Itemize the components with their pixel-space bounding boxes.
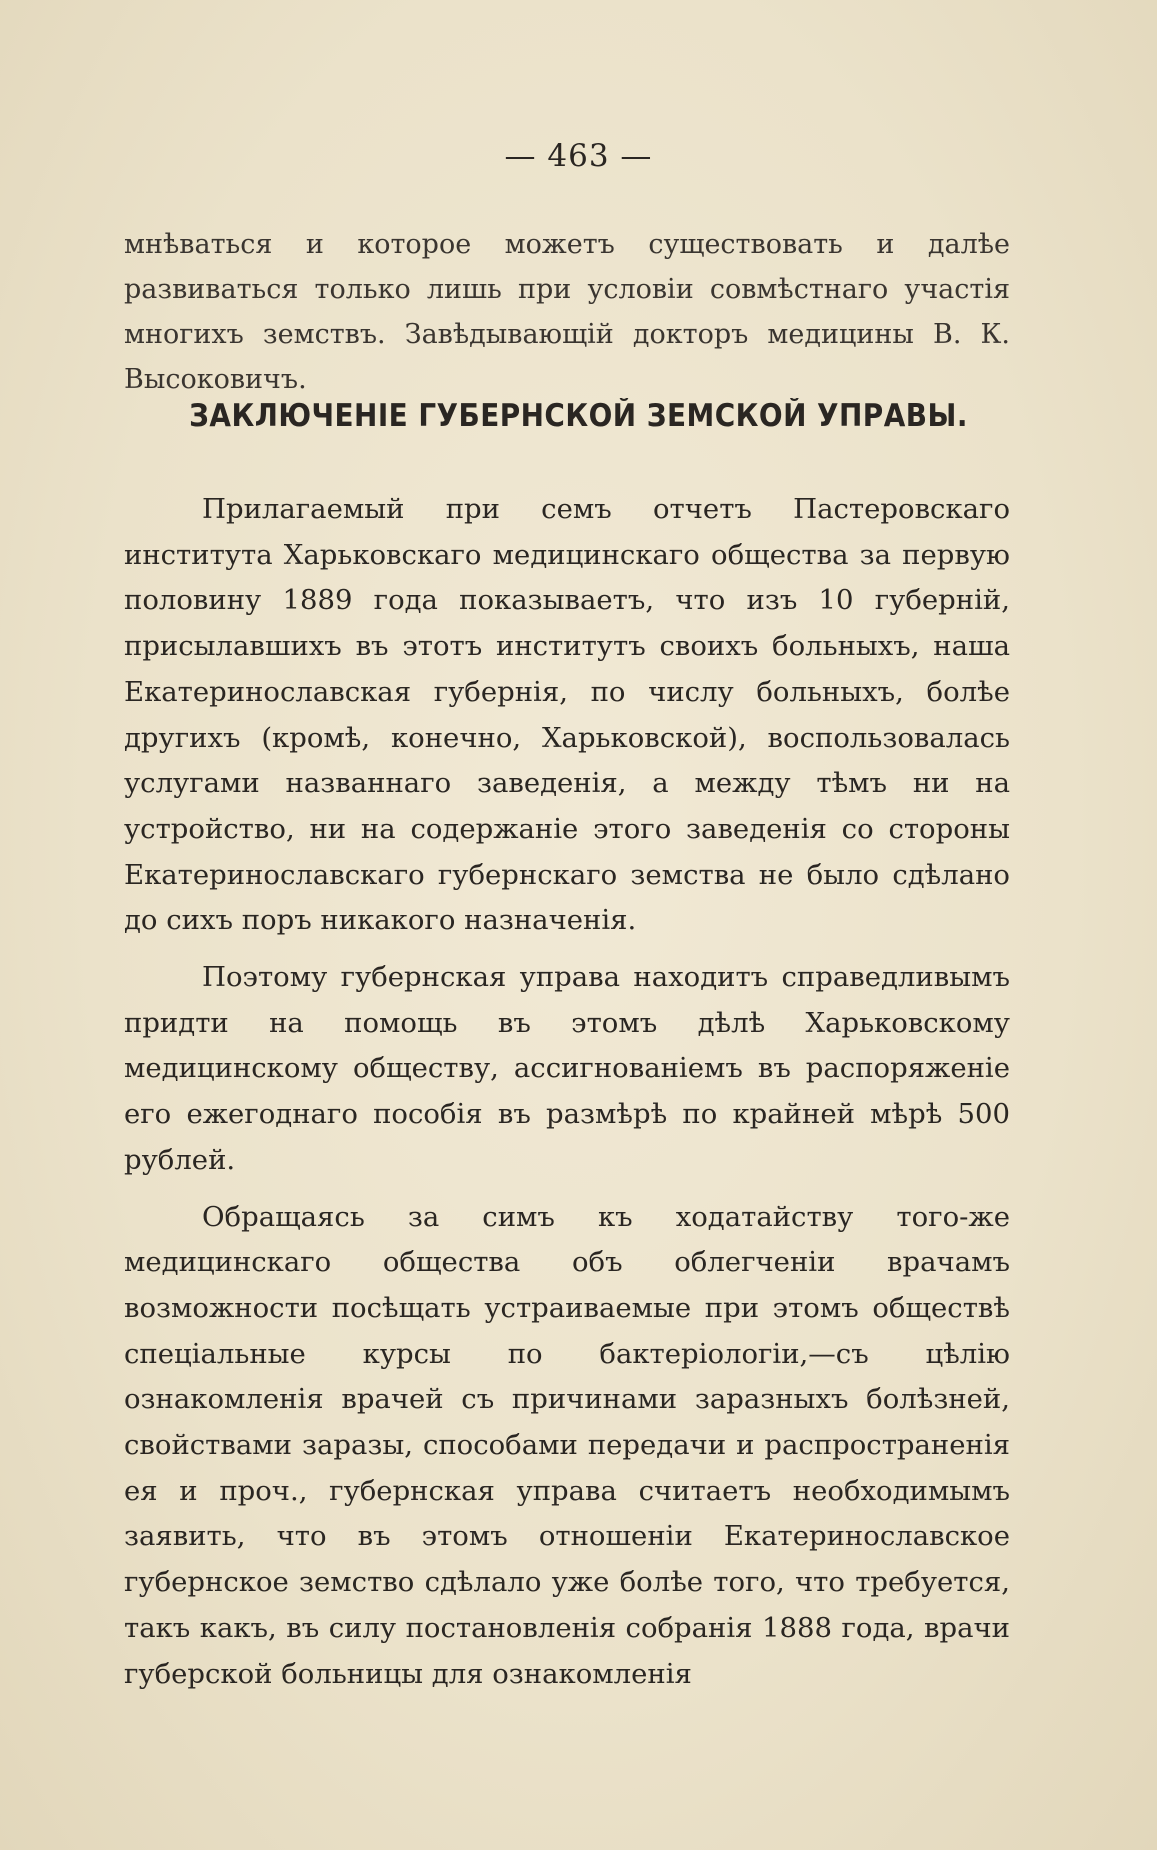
page-number: — 463 — bbox=[504, 138, 653, 174]
continued-paragraph: мнѣваться и которое можетъ существовать и далѣе развиваться только лишь при условіи совмѣстнаго участія многихъ земствъ. Завѣдывающій докторъ медицины В. К. Высоковичъ. bbox=[124, 229, 1010, 395]
paragraph: Обращаясь за симъ къ ходатайству того-же медицинскаго общества объ облегченіи врачамъ возможности посѣщать устраиваемые при этомъ обществѣ спеціальные курсы по бактеріологіи,—съ цѣлію ознакомленія врачей съ причинами заразныхъ болѣзней, свойствами заразы, способами передачи и распространенія ея и проч., губернская управа считаетъ необходимымъ заявить, что въ этомъ отношеніи Екатеринославское губернское земство сдѣлало уже болѣе того, что требуется, такъ какъ, въ силу постановленія собранія 1888 года, врачи губерской больницы для ознакомленія bbox=[124, 1200, 1010, 1690]
paragraph: Прилагаемый при семъ отчетъ Пастеровскаго института Харьковскаго медицинскаго общества за первую половину 1889 года показываетъ, что изъ 10 губерній, присылавшихъ въ этотъ институтъ своихъ больныхъ, наша Екатеринославская губернія, по числу больныхъ, болѣе другихъ (кромѣ, конечно, Харьковской), воспользовалась услугами названнаго заведенія, а между тѣмъ ни на устройство, ни на содержаніе этого заведенія со стороны Екатеринославскаго губернскаго земства не было сдѣлано до сихъ поръ никакого назначенія. bbox=[124, 493, 1010, 937]
section-heading: ЗАКЛЮЧЕНІЕ ГУБЕРНСКОЙ ЗЕМСКОЙ УПРАВЫ. bbox=[189, 398, 968, 434]
paragraph: Поэтому губернская управа находитъ справедливымъ придти на помощь въ этомъ дѣлѣ Харьковскому медицинскому обществу, ассигнованіемъ въ распоряженіе его ежегоднаго пособія въ размѣрѣ по крайней мѣрѣ 500 рублей. bbox=[124, 961, 1010, 1176]
body-text bbox=[124, 487, 1010, 1708]
